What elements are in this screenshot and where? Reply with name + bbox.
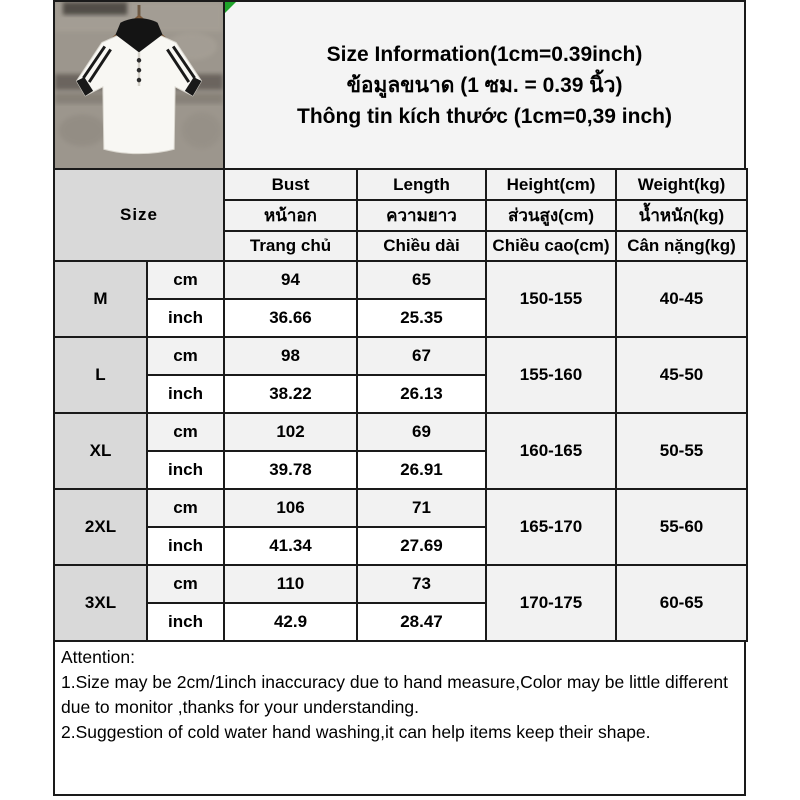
height-range-l: 155-160 [486,337,616,413]
unit-label: inch [147,603,224,641]
length-cm-3xl: 73 [357,565,486,603]
col-header-length-vi: Chiều dài [357,231,486,261]
weight-range-l: 45-50 [616,337,747,413]
table-row-2xl-cm [54,489,747,527]
attention-line-1: 1.Size may be 2cm/1inch inaccuracy due to hand measure,Color may be little different due to monitor ,thanks for your understanding. [61,672,728,717]
height-range-xl: 160-165 [486,413,616,489]
bust-inch-xl: 39.78 [224,451,357,489]
col-header-length-th: ความยาว [357,200,486,231]
unit-label: inch [147,451,224,489]
title-cell [225,0,746,168]
bust-inch-2xl: 41.34 [224,527,357,565]
length-inch-m: 25.35 [357,299,486,337]
header-row-english [54,169,747,200]
table-row-3xl-cm [54,565,747,603]
unit-label: inch [147,299,224,337]
weight-range-2xl: 55-60 [616,489,747,565]
length-inch-2xl: 27.69 [357,527,486,565]
length-inch-xl: 26.91 [357,451,486,489]
bust-cm-3xl: 110 [224,565,357,603]
length-inch-l: 26.13 [357,375,486,413]
size-chart-content [53,0,746,796]
product-photo [53,0,225,168]
unit-label: cm [147,489,224,527]
size-label-xl: XL [54,413,147,489]
height-range-2xl: 165-170 [486,489,616,565]
attention-heading: Attention: [61,647,135,667]
col-header-weight: Weight(kg) [616,169,747,200]
title-thai: ข้อมูลขนาด (1 ซม. = 0.39 นิ้ว) [346,73,623,97]
col-header-bust-th: หน้าอก [224,200,357,231]
col-header-length: Length [357,169,486,200]
unit-label: inch [147,375,224,413]
bust-cm-xl: 102 [224,413,357,451]
size-label-3xl: 3XL [54,565,147,641]
size-label-2xl: 2XL [54,489,147,565]
bust-inch-l: 38.22 [224,375,357,413]
bust-cm-m: 94 [224,261,357,299]
unit-label: inch [147,527,224,565]
length-cm-2xl: 71 [357,489,486,527]
header-section [53,0,746,168]
table-row-m-cm [54,261,747,299]
bust-inch-m: 36.66 [224,299,357,337]
col-header-weight-vi: Cân nặng(kg) [616,231,747,261]
col-header-bust-vi: Trang chủ [224,231,357,261]
length-cm-xl: 69 [357,413,486,451]
bust-cm-l: 98 [224,337,357,375]
polo-shirt-illustration [55,2,223,168]
col-header-bust: Bust [224,169,357,200]
unit-label: cm [147,337,224,375]
col-header-height-vi: Chiều cao(cm) [486,231,616,261]
weight-range-m: 40-45 [616,261,747,337]
attention-notes [53,642,746,796]
length-cm-l: 67 [357,337,486,375]
title-vietnamese: Thông tin kích thước (1cm=0,39 inch) [297,104,672,128]
height-range-3xl: 170-175 [486,565,616,641]
unit-label: cm [147,261,224,299]
length-inch-3xl: 28.47 [357,603,486,641]
size-header-cell: Size [54,169,224,261]
weight-range-xl: 50-55 [616,413,747,489]
size-label-m: M [54,261,147,337]
size-table [53,168,748,642]
col-header-height: Height(cm) [486,169,616,200]
col-header-height-th: ส่วนสูง(cm) [486,200,616,231]
col-header-weight-th: น้ำหนัก(kg) [616,200,747,231]
unit-label: cm [147,565,224,603]
size-label-l: L [54,337,147,413]
table-row-l-cm [54,337,747,375]
title-english: Size Information(1cm=0.39inch) [326,42,643,66]
weight-range-3xl: 60-65 [616,565,747,641]
bust-cm-2xl: 106 [224,489,357,527]
length-cm-m: 65 [357,261,486,299]
unit-label: cm [147,413,224,451]
attention-line-2: 2.Suggestion of cold water hand washing,it can help items keep their shape. [61,722,651,742]
green-corner-marker [225,2,236,13]
height-range-m: 150-155 [486,261,616,337]
bust-inch-3xl: 42.9 [224,603,357,641]
table-row-xl-cm [54,413,747,451]
